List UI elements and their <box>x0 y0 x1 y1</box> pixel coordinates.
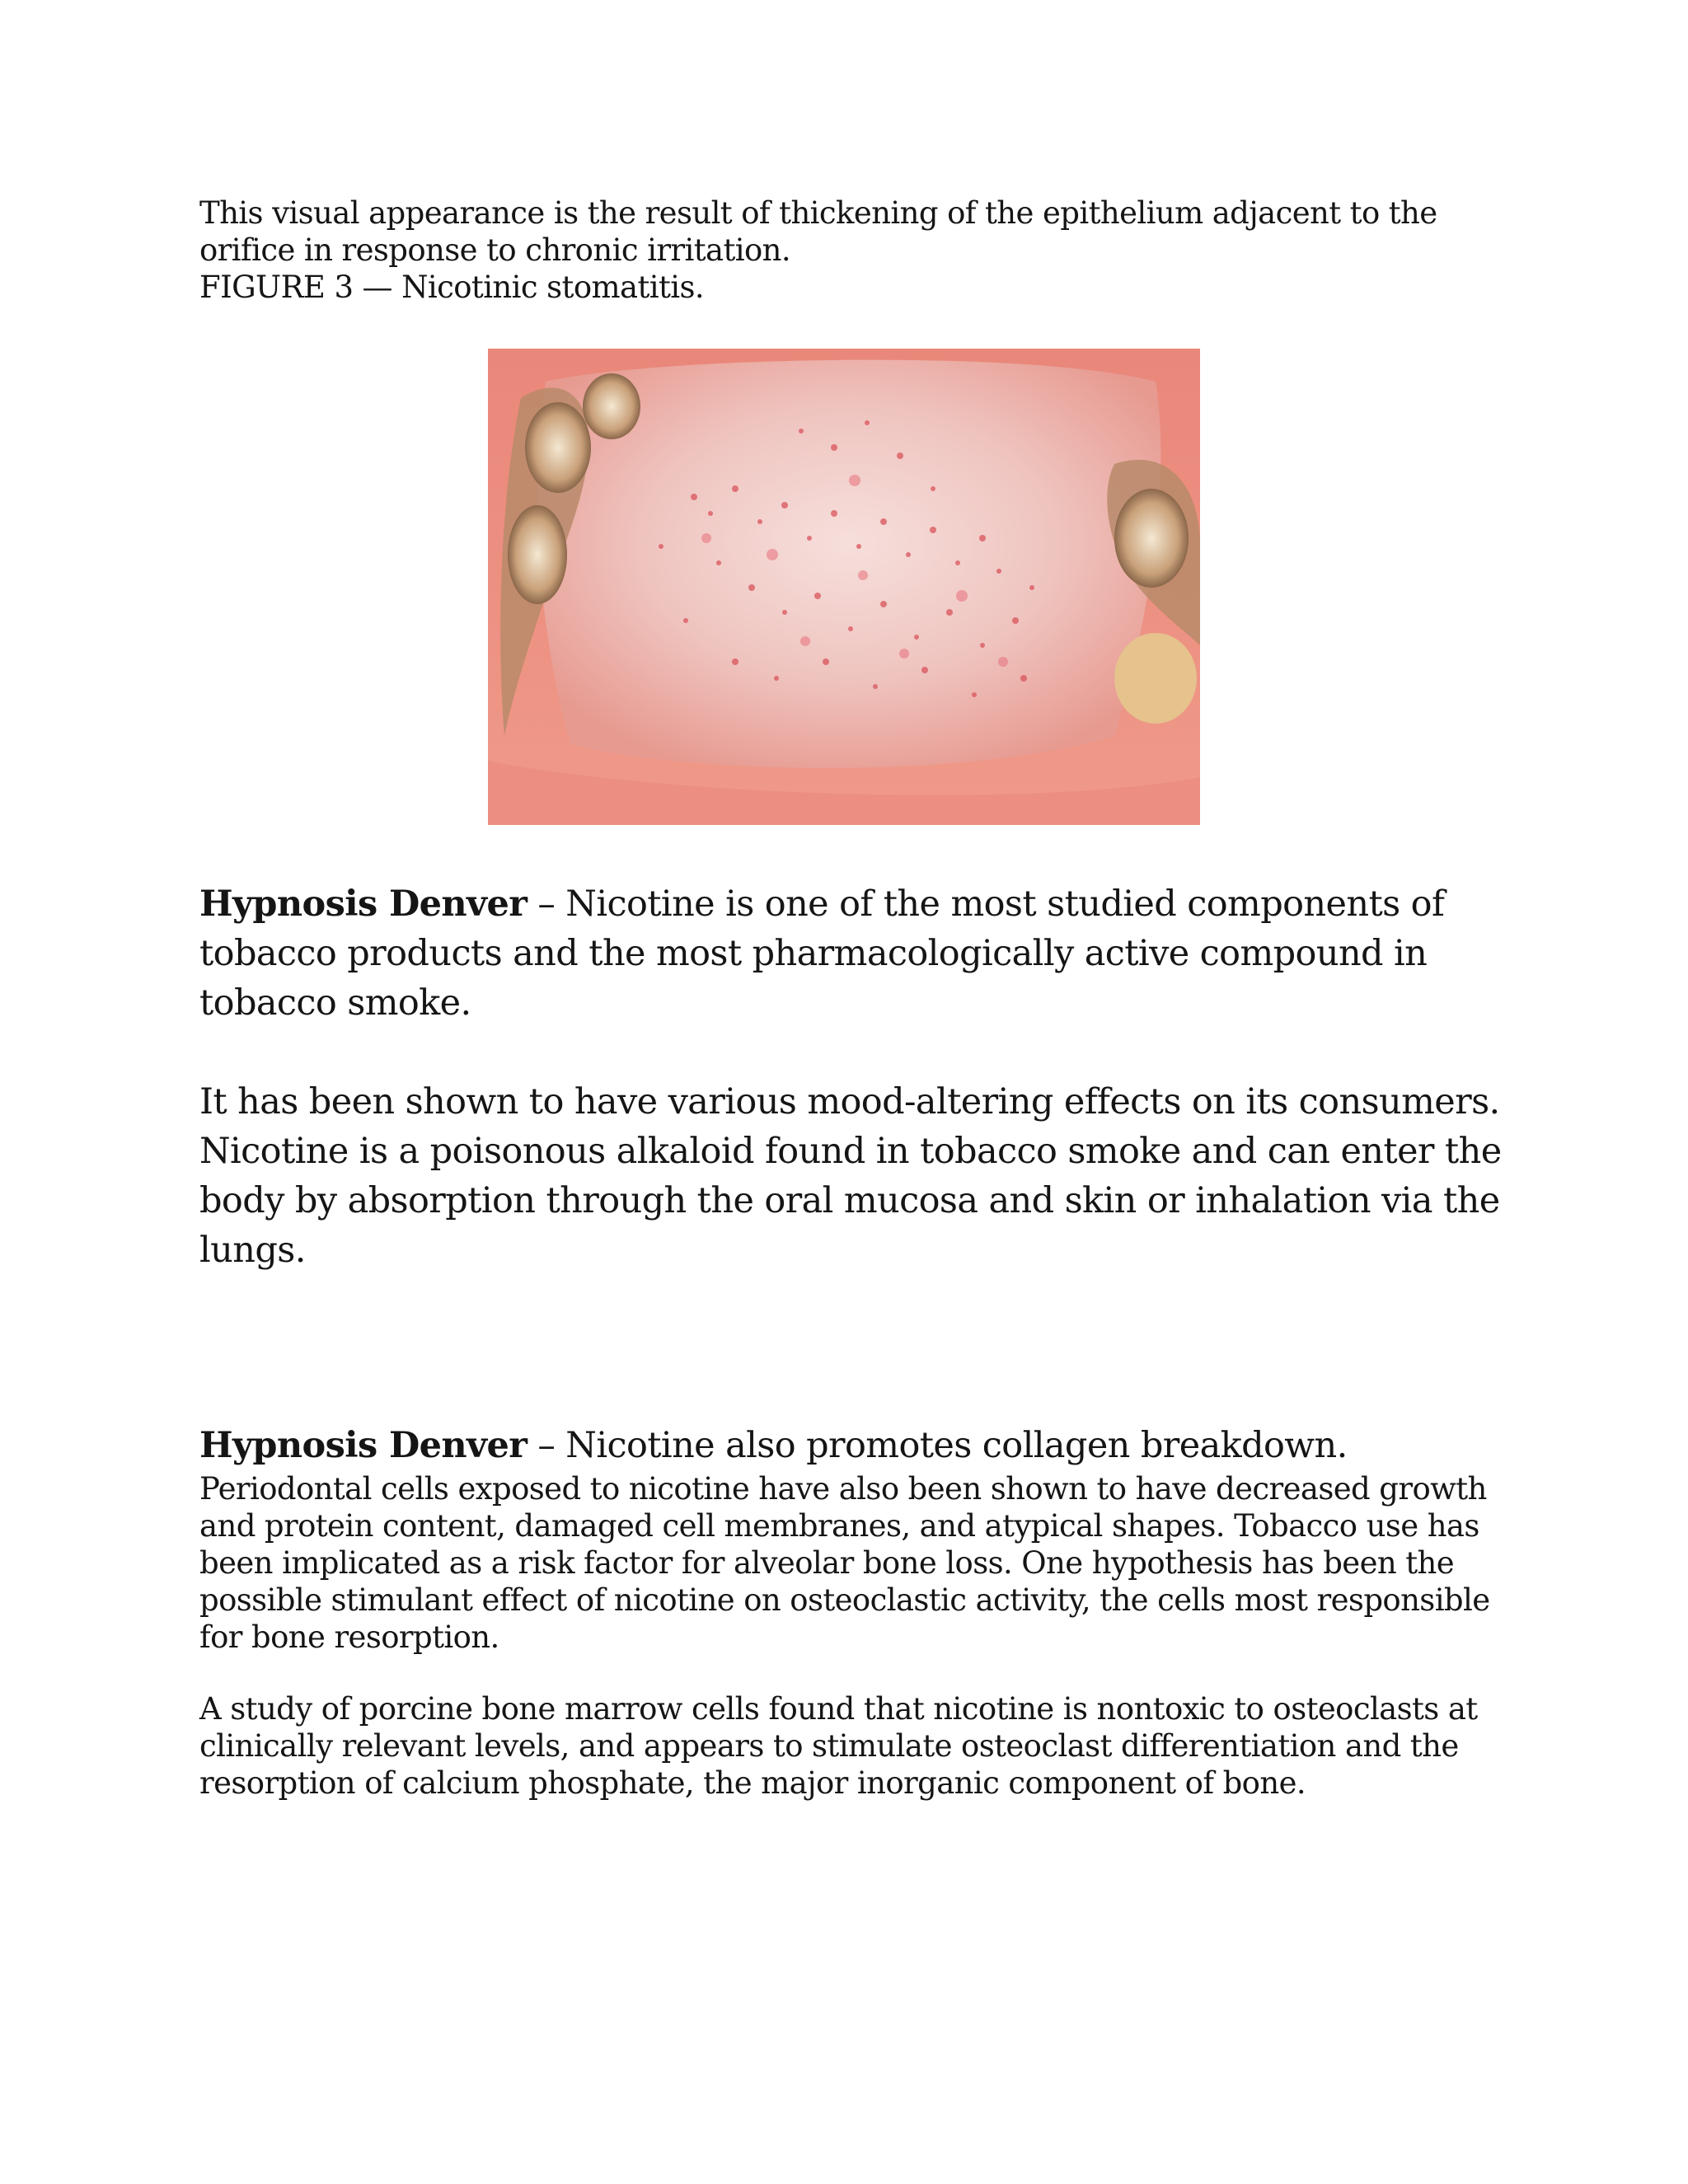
intro-block <box>199 194 1485 306</box>
section1-paragraph: It has been shown to have various mood-altering effects on its consumers. Nicotine is a poisonous alkaloid found in tobacco smoke and can enter the body by absorption through the oral mucosa and skin or inhalation via the lungs. <box>199 1081 1502 1271</box>
figure-caption: FIGURE 3 — Nicotinic stomatitis. <box>199 269 705 305</box>
section2-study-paragraph: A study of porcine bone marrow cells found that nicotine is nontoxic to osteoclasts at clinically relevant levels, and appears to stimulate osteoclast differentiation and the resorption of calcium phosphate, the major inorganic component of bone. <box>199 1691 1478 1801</box>
brand-name: Hypnosis Denver <box>199 883 528 925</box>
section2-paragraph: Periodontal cells exposed to nicotine have also been shown to have decreased growth and protein content, damaged cell membranes, and atypical shapes. Tobacco use has been implicated as a risk factor for alveolar bone loss. One hypothesis has been the possible stimulant effect of nicotine on osteoclastic activity, the cells most responsible for bone resorption. <box>199 1471 1490 1655</box>
brand-name: Hypnosis Denver <box>199 1425 528 1466</box>
section-collagen <box>199 1421 1502 1802</box>
section2-lead <box>199 1421 1502 1470</box>
oral-palate-photo-icon <box>488 349 1200 825</box>
section2-lead-text: – Nicotine also promotes collagen breakdown. <box>527 1425 1348 1466</box>
figure-image <box>488 349 1200 825</box>
section-nicotine-overview <box>199 879 1502 1275</box>
section1-lead <box>199 879 1502 1028</box>
intro-text: This visual appearance is the result of thickening of the epithelium adjacent to the orifice in response to chronic irritation. <box>199 195 1437 268</box>
section1-lead-text: – Nicotine is one of the most studied components of tobacco products and the most pharmacologically active compound in tobacco smoke. <box>199 883 1445 1024</box>
